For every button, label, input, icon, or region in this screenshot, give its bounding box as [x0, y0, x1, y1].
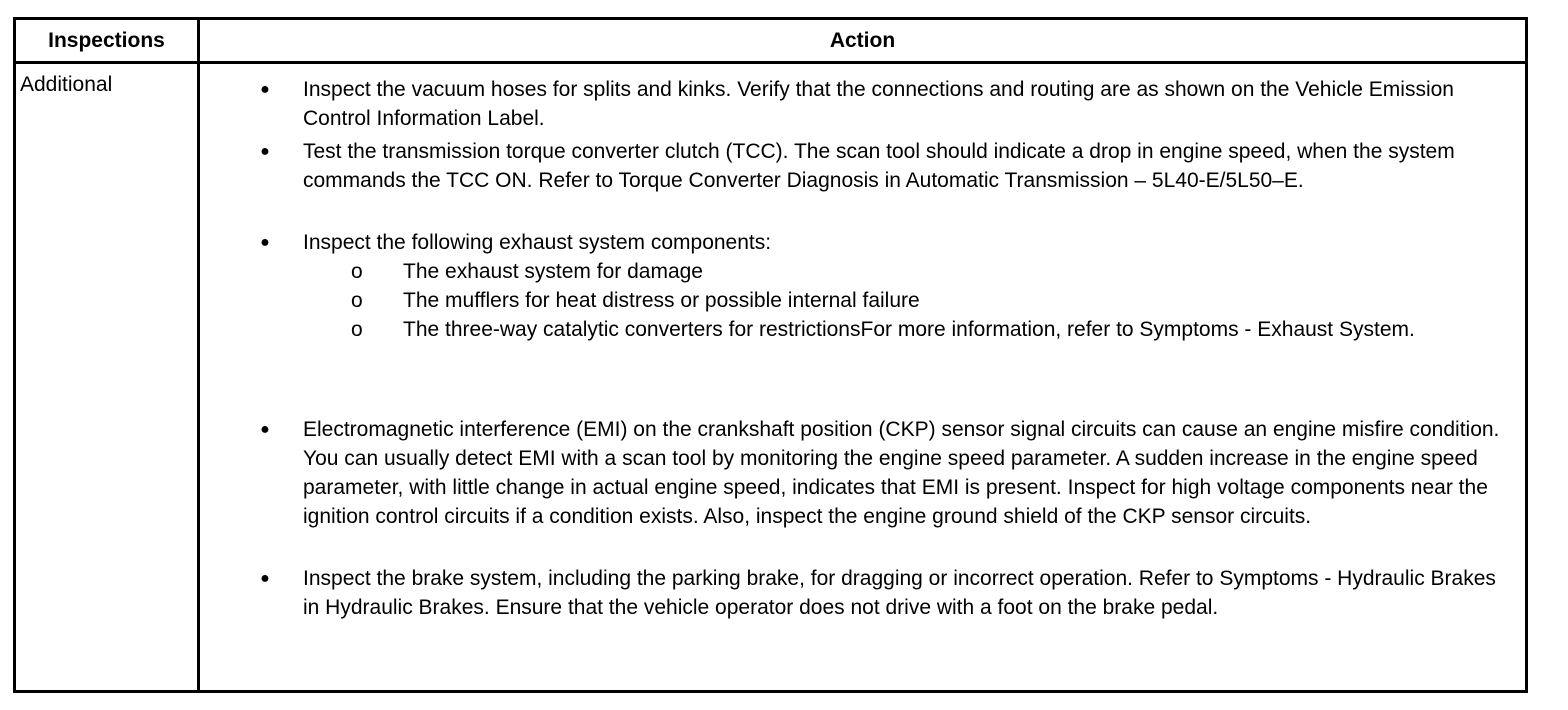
action-item	[260, 75, 1516, 133]
sub-bullet-icon: o	[351, 260, 363, 283]
action-item	[260, 137, 1516, 195]
sub-bullet-icon: o	[351, 318, 363, 341]
sub-list-item	[303, 315, 1516, 344]
sub-item-text: The three-way catalytic converters for restrictionsFor more information, refer to Symptoms - Exhaust System.	[403, 318, 1415, 341]
action-item	[260, 228, 1516, 344]
sub-item-text: The exhaust system for damage	[403, 260, 703, 283]
bullet-icon: ●	[260, 143, 270, 160]
bullet-icon: ●	[260, 81, 270, 98]
sub-list-item	[303, 257, 1516, 286]
header-inspections: Inspections	[48, 28, 165, 52]
inspection-cell: Additional	[20, 73, 113, 96]
action-text: Test the transmission torque converter clutch (TCC). The scan tool should indicate a drop in engine speed, when the system commands the TCC ON. Refer to Torque Converter Diagnosis in Automatic Transmission – 5L40-E/5L50–E.	[303, 140, 1455, 192]
action-cell	[16, 20, 1525, 690]
bullet-icon: ●	[260, 570, 270, 587]
sub-bullet-icon: o	[351, 289, 363, 312]
sub-list-item	[303, 286, 1516, 315]
bullet-icon: ●	[260, 421, 270, 438]
header-action: Action	[829, 28, 896, 52]
action-text: Inspect the vacuum hoses for splits and kinks. Verify that the connections and routing are as shown on the Vehicle Emission Control Information Label.	[303, 78, 1454, 130]
action-item	[260, 415, 1516, 531]
sub-item-text: The mufflers for heat distress or possible internal failure	[403, 289, 920, 312]
action-text: Inspect the brake system, including the parking brake, for dragging or incorrect operation. Refer to Symptoms - Hydraulic Brakes in Hydraulic Brakes. Ensure that the vehicle operator does not drive with a foot on the brake pedal.	[303, 567, 1496, 619]
bullet-icon: ●	[260, 234, 270, 251]
action-text: Electromagnetic interference (EMI) on the crankshaft position (CKP) sensor signal circuits can cause an engine misfire condition. You can usually detect EMI with a scan tool by monitoring the engine speed parameter. A sudden increase in the engine speed parameter, with little change in actual engine speed, indicates that EMI is present. Inspect for high voltage components near the ignition control circuits if a condition exists. Also, inspect the engine ground shield of the CKP sensor circuits.	[303, 418, 1500, 528]
action-item	[260, 564, 1516, 622]
inspection-table	[13, 17, 1528, 693]
action-text: Inspect the following exhaust system components:	[303, 231, 772, 254]
